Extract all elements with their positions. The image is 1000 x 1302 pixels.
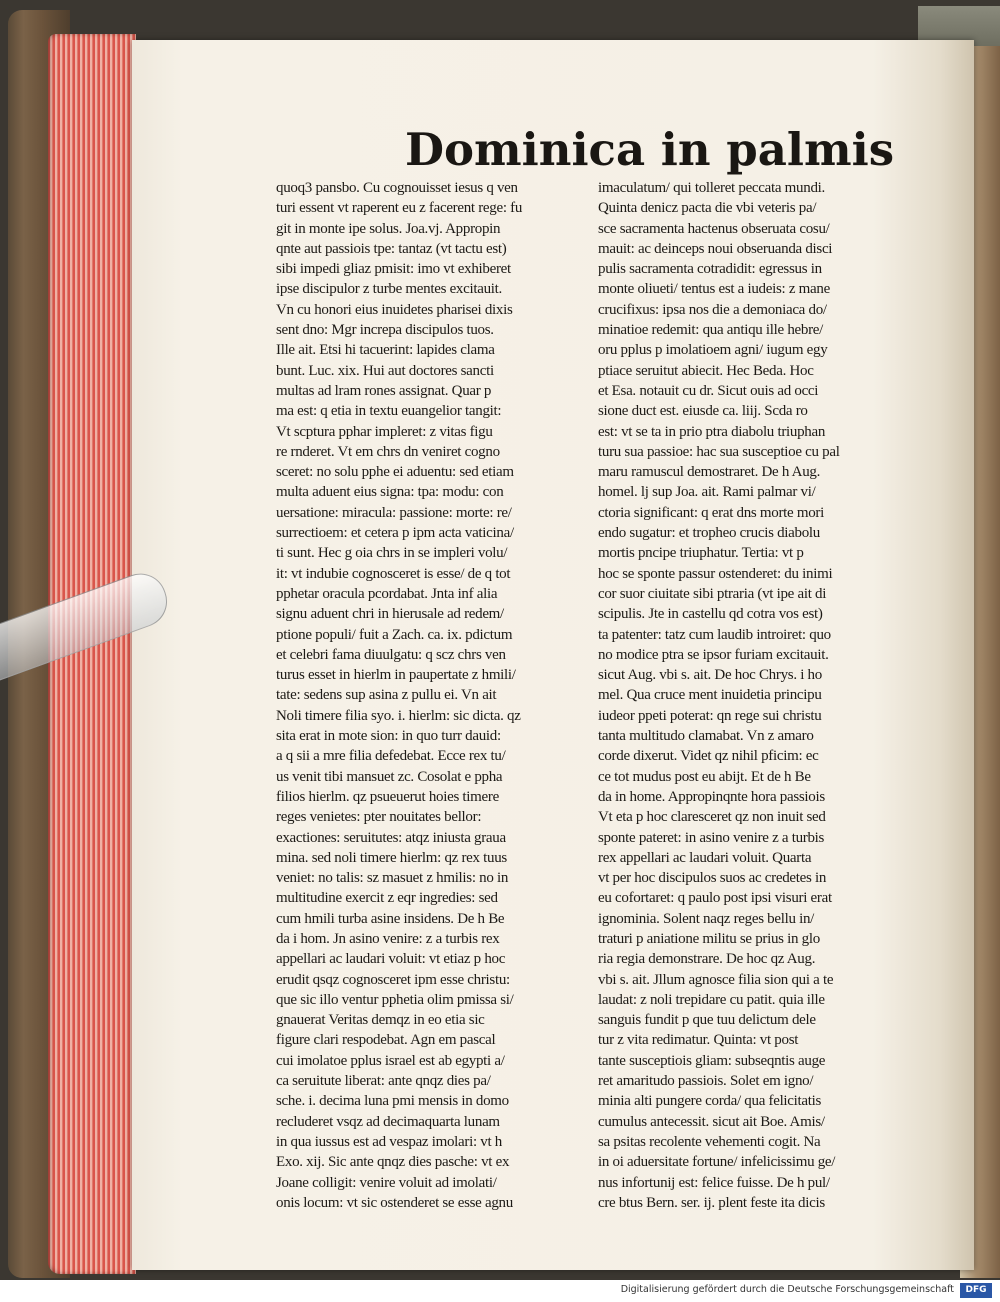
text-line: veniet: no talis: sz masuet z hmilis: no in (276, 870, 509, 887)
text-line: reges venietes: pter nouitates bellor: (276, 809, 482, 826)
text-line: ptione populi/ fuit a Zach. ca. ix. pdictum (276, 626, 513, 643)
text-line: ptiace seruitut abiecit. Hec Beda. Hoc (598, 362, 814, 379)
text-line: Vt eta p hoc claresceret qz non inuit sed (598, 809, 826, 826)
text-line: sita erat in mote sion: in quo turr dauid: (276, 728, 501, 745)
text-line: sce sacramenta hactenus obseruata cosu/ (598, 220, 830, 237)
text-line: sione duct est. eiusde ca. liij. Scda ro (598, 403, 808, 420)
text-line: in oi aduersitate fortune/ infelicissimu ge/ (598, 1154, 836, 1171)
text-line: signu aduent chri in hierusale ad redem/ (276, 606, 504, 623)
text-line: iudeor ppeti poterat: qn rege sui christu (598, 707, 822, 724)
dfg-logo: DFG (960, 1283, 992, 1298)
text-line: mina. sed noli timere hierlm: qz rex tuus (276, 849, 507, 866)
text-line: ta patenter: tatz cum laudib introiret: quo (598, 626, 831, 643)
text-line: scipulis. Jte in castellu qd cotra vos est) (598, 606, 823, 623)
text-line: bunt. Luc. xix. Hui aut doctores sancti (276, 362, 494, 379)
text-line: turu sua passioe: hac sua susceptioe cu pal (598, 443, 840, 460)
text-line: qnte aut passiois tpe: tantaz (vt tactu est) (276, 240, 507, 257)
text-line: multa aduent eius signa: tpa: modu: con (276, 484, 504, 501)
text-line: mortis pncipe triuphatur. Tertia: vt p (598, 545, 804, 562)
text-column-left (276, 178, 592, 1213)
text-line: Ille ait. Etsi hi tacuerint: lapides clama (276, 342, 495, 359)
text-line: Quinta denicz pacta die vbi veteris pa/ (598, 200, 817, 217)
text-line: et Esa. notauit cu dr. Sicut ouis ad occi (598, 382, 819, 399)
text-line: cumulus antecessit. sicut ait Boe. Amis/ (598, 1113, 825, 1130)
text-line: Noli timere filia syo. i. hierlm: sic dicta. qz (276, 707, 521, 724)
text-line: ce tot mudus post eu abijt. Et de h Be (598, 768, 811, 785)
text-line: in qua iussus est ad vespaz imolari: vt h (276, 1133, 502, 1150)
text-line: uersatione: miracula: passione: morte: re/ (276, 504, 512, 521)
text-line: a q sii a mre filia defedebat. Ecce rex tu/ (276, 748, 506, 765)
text-line: multas ad lram rones assignat. Quar p (276, 382, 492, 399)
text-line: turi essent vt raperent eu z facerent rege: fu (276, 200, 523, 217)
text-line: sibi impedi gliaz pmisit: imo vt exhiberet (276, 261, 511, 278)
text-line: laudat: z noli trepidare cu patit. quia ille (598, 991, 825, 1008)
text-line: ignominia. Solent naqz reges bellu in/ (598, 910, 815, 927)
text-line: pphetar oracula pcordabat. Jnta inf alia (276, 585, 498, 602)
text-line: ipse discipulor z turbe mentes excitauit. (276, 281, 502, 298)
text-line: da i hom. Jn asino venire: z a turbis rex (276, 930, 500, 947)
text-line: Joane colligit: venire voluit ad imolati/ (276, 1174, 497, 1191)
text-line: maru ramuscul demostraret. De h Aug. (598, 464, 821, 481)
text-line: multitudine exercit z eqr ingredies: sed (276, 890, 498, 907)
text-line: ret amaritudo passiois. Solet em igno/ (598, 1073, 814, 1090)
text-line: minia alti pungere corda/ qua felicitatis (598, 1093, 822, 1110)
text-line: que sic illo ventur pphetia olim pmissa si/ (276, 991, 514, 1008)
text-line: ctoria significant: q erat dns morte mori (598, 504, 824, 521)
text-line: onis locum: vt sic ostenderet se esse agnu (276, 1194, 513, 1211)
text-line: monte oliueti/ tentus est a iudeis: z mane (598, 281, 830, 298)
text-line: us venit tibi mansuet zc. Cosolat e ppha (276, 768, 503, 785)
text-line: recluderet vsqz ad decimaquarta lunam (276, 1113, 500, 1130)
text-line: ca seruitute liberat: ante qnqz dies pa/ (276, 1073, 491, 1090)
text-line: nus infortunij est: felice fuisse. De h pul/ (598, 1174, 830, 1191)
text-line: homel. lj sup Joa. ait. Rami palmar vi/ (598, 484, 816, 501)
text-line: minatioe redemit: qua antiqu ille hebre/ (598, 322, 824, 339)
text-line: ria regia demonstrare. De hoc qz Aug. (598, 951, 816, 968)
text-line: cui imolatoe pplus israel est ab egypti a/ (276, 1052, 505, 1069)
text-line: re rnderet. Vt em chrs dn veniret cogno (276, 443, 500, 460)
footer-bar (0, 1280, 1000, 1302)
text-line: et celebri fama diuulgatu: q scz chrs ven (276, 646, 506, 663)
text-line: hoc se sponte passur ostenderet: du inimi (598, 565, 833, 582)
text-line: crucifixus: ipsa nos die a demoniaca do/ (598, 301, 827, 318)
text-line: oru pplus p imolatioem agni/ iugum egy (598, 342, 828, 359)
text-line: erudit qsqz cognosceret ipm esse christu: (276, 971, 510, 988)
text-line: ma est: q etia in textu euangelior tangit: (276, 403, 502, 420)
text-line: ti sunt. Hec g oia chrs in se impleri volu/ (276, 545, 508, 562)
text-line: no modice ptra se ipsor furiam excitauit. (598, 646, 829, 663)
text-line: mauit: ac deinceps noui obseruanda disci (598, 240, 833, 257)
text-line: quoq3 pansbo. Cu cognouisset iesus q ven (276, 180, 518, 196)
text-line: corde dixerut. Videt qz nihil pficim: ec (598, 748, 819, 765)
text-line: sa psitas recolente vehementi cogit. Na (598, 1133, 821, 1150)
text-line: pulis sacramenta cotradidit: egressus in (598, 261, 822, 278)
text-line: figure clari respodebat. Agn em pascal (276, 1032, 496, 1049)
text-line: eu cofortaret: q paulo post ipsi visuri erat (598, 890, 832, 907)
text-line: rex appellari ac laudari voluit. Quarta (598, 849, 812, 866)
text-line: surrectioem: et cetera p ipm acta vaticina/ (276, 525, 514, 542)
text-line: vt per hoc discipulos suos ac credetes in (598, 870, 827, 887)
text-line: tante susceptiois gliam: subseqntis auge (598, 1052, 826, 1069)
text-line: cre btus Bern. ser. ij. plent feste ita dicis (598, 1194, 825, 1211)
text-line: sche. i. decima luna pmi mensis in domo (276, 1093, 509, 1110)
text-line: Vt scptura pphar impleret: z vitas figu (276, 423, 493, 440)
text-line: git in monte ipe solus. Joa.vj. Appropin (276, 220, 501, 237)
funding-credit: Digitalisierung gefördert durch die Deutsche Forschungsgemeinschaft (620, 1284, 954, 1295)
text-line: sponte pateret: in asino venire z a turbis (598, 829, 825, 846)
text-line: imaculatum/ qui tolleret peccata mundi. (598, 180, 825, 196)
text-column-right (598, 178, 912, 1213)
text-line: sceret: no solu pphe ei aduentu: sed etiam (276, 464, 514, 481)
text-line: da in home. Appropinqnte hora passiois (598, 788, 825, 805)
text-line: gnauerat Veritas demqz in eo etia sic (276, 1012, 485, 1029)
text-line: it: vt indubie cognosceret is esse/ de q tot (276, 565, 511, 582)
text-line: filios hierlm. qz psueuerut hoies timere (276, 788, 499, 805)
text-line: tur z vita redimatur. Quinta: vt post (598, 1032, 799, 1049)
text-line: vbi s. ait. Jllum agnosce filia sion qui a te (598, 971, 834, 988)
text-line: cor suor ciuitate sibi ptraria (vt ipe ait di (598, 585, 827, 602)
text-line: cum hmili turba asine insidens. De h Be (276, 910, 505, 927)
text-line: tanta multitudo clamabat. Vn z amaro (598, 728, 814, 745)
text-line: sanguis fundit p que tuu delictum dele (598, 1012, 816, 1029)
text-line: traturi p aniatione militu se prius in glo (598, 930, 820, 947)
text-line: mel. Qua cruce ment inuidetia principu (598, 687, 822, 704)
text-line: appellari ac laudari voluit: vt etiaz p hoc (276, 951, 506, 968)
text-line: tate: sedens sup asina z pullu ei. Vn ait (276, 687, 497, 704)
text-line: Exo. xij. Sic ante qnqz dies pasche: vt ex (276, 1154, 510, 1171)
text-line: est: vt se ta in prio ptra diabolu triuphan (598, 423, 826, 440)
page-heading: Dominica in palmis (405, 123, 895, 176)
text-line: Vn cu honori eius inuidetes pharisei dixis (276, 301, 513, 318)
text-line: endo sugatur: et tropheo crucis diabolu (598, 525, 820, 542)
text-line: sicut Aug. vbi s. ait. De hoc Chrys. i ho (598, 667, 822, 684)
text-line: sent dno: Mgr increpa discipulos tuos. (276, 322, 494, 339)
text-line: turus esset in hierlm in paupertate z hmili/ (276, 667, 516, 684)
text-line: exactiones: seruitutes: atqz iniusta graua (276, 829, 506, 846)
